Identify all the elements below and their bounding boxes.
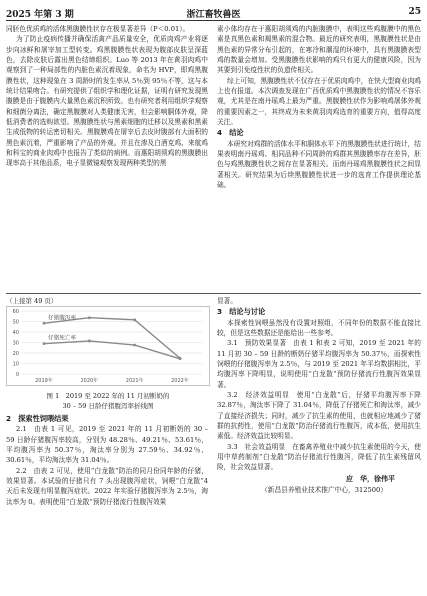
paragraph: 3.3 社会效益明显 在畜禽养殖业中减少抗生素使用的今天，使用中草药制剂“白龙散”防治仔猪流行性腹泻，降低了抗生素残留风险，社会效益显著。 — [217, 442, 421, 472]
journal-title: 浙江畜牧兽医 — [186, 10, 241, 20]
series-label: 仔猪死亡率 — [48, 335, 76, 342]
line-chart — [6, 306, 210, 386]
y-tick-label: 60 — [12, 309, 19, 315]
paragraph: 为了防止疫病传播并确保活禽产品质量安全，优质肉鸡产业将逐步向冰鲜和屠宰加工型转变。鸡黑腹膜性状表现为腹部皮肤呈深蓝色，去除皮肤后露出黑色结缔组织。Luo 等 2013 年在黄羽肉鸡中观察到了一种局部性的内脏色素沉着现象，命名为 HVP，即鸡黑腹膜性状，这种现象在 3 周龄时的发生率从 5％到 95％不等，这与本统计结果吻合。有研究提供了组织学和理化证据，证明有研究发现黑腹膜是由于腹膜内大量黑色素沉积所致。也有研究者利用组织学观察和细菌分离法，确定黑腹膜对人类健康无害，但会影响胴体外观，降低消费者的选购欲望。黑腹膜性状与黑素细胞的迁移以及黑素和黑素生成低物的转运密切相关。黑腹膜鸡在屠宰后去皮时腹部有大面积的黑色素沉着，严重影响了产品的外观。并且在渗及白酒克鸡、来航鸡和科宝的商业肉鸡中也报告了类似的病例。而惠阳胡须鸡的黑腹膜出现率高于其他品系，电子显微镜观察发现两种类型的黑 — [6, 35, 208, 168]
caption-line: 图 1 2019 至 2022 年的 11 月初断奶的 — [46, 392, 170, 400]
data-point — [88, 340, 91, 343]
x-tick-label: 2019年 — [35, 378, 53, 384]
right-column-top — [217, 24, 421, 190]
right-column-bottom — [217, 296, 421, 495]
y-tick-label: 0 — [15, 372, 19, 378]
y-tick-label: 30 — [12, 340, 19, 347]
section-heading: 2 探索性饲喂结果 — [6, 414, 69, 423]
y-tick-label: 40 — [12, 330, 19, 336]
data-point — [133, 344, 136, 347]
section-heading: 3 结论与讨论 — [217, 307, 266, 317]
y-tick-label: 50 — [12, 319, 19, 326]
page-header — [6, 7, 421, 19]
y-tick-label: 20 — [12, 351, 19, 357]
paragraph: 3.2 经济效益明显 使用“白龙散”后，仔猪平均腹泻率下降 32.87％，淘汰率下降了 31.04％，降低了仔猪死亡和淘汰率，减少了直接经济损失；同时，减少了抗生素的使用，也就相应地减少了猪群的抗药性，使用“白龙散”防治仔猪流行性腹泻，成本低，使用抗生素低。经济效益比较明显。 — [217, 390, 421, 441]
issue-label: 2025 年第 3 期 — [6, 10, 74, 20]
figure-caption — [6, 391, 210, 411]
author-line: 应 华，徐伟平 — [346, 474, 395, 483]
paragraph: 3.1 预防效果显著 由表 1 和表 2 可知，2019 至 2021 年的 11 月初 30 – 59 日龄的断奶仔猪平均腹泻率为 50.37％，而探索性饲喂的仔猪腹泻率为 2.5％，与 2019 至 2021 年平均数据相比，平均腹泻率下降明显，说明使用“白龙散”预防仔猪流行性腹泻效果显著。 — [217, 339, 421, 389]
data-point — [43, 342, 46, 345]
caption-line: 30 – 59 日龄仔猪腹泻率折线图 — [62, 402, 154, 410]
section-heading: 4 结论 — [217, 128, 244, 138]
series-line — [44, 341, 180, 359]
data-point — [133, 318, 136, 321]
left-column-bottom — [6, 413, 208, 507]
paragraph: 2.2 由表 2 可见，使用“白龙散”防治的同月份同年龄的仔猪，效果显著。本试验的仔猪只有 7 头出现腹泻症状，饲喂“白龙散”4 天后未发现有明显腹泻症状。2022 年实验仔猪腹泻率为 2.5％，淘汰率为 0。表明使用“白龙散”预防仔猪流行性腹泻效果 — [6, 466, 208, 506]
series-label: 仔猪腹泻率 — [48, 315, 76, 322]
data-point — [88, 316, 91, 319]
x-tick-label: 2022年 — [171, 378, 189, 384]
left-column-top — [6, 24, 208, 169]
paragraph: 综上可知，黑腹膜性状不仅存在于优质肉鸡中，在快大型商业肉鸡上也有报道。本次调查发现在广西优质鸡中黑腹膜性状的情况不容乐观，尤其是在南丹瑶鸡上最为严重。黑腹膜性状作为影响鸡屠体外观的重要因素之一，其终成为未来黄羽肉鸡选育的重要方向，值得高度关注。 — [217, 76, 421, 127]
y-tick-label: 10 — [12, 361, 19, 368]
data-point — [179, 357, 182, 360]
paragraph: 本研究对鸡群的活体水平和胴体水平下的黑腹膜性状进行统计，结果表明南丹瑶鸡、相同品种不同周龄的鸡群其黑腹膜率存在差异，胚色与鸡黑腹膜性状之间存在显著相关。而南丹瑶鸡黑腹膜性状之间显著相关。研究结果为后续黑腹膜性状进一步的选育工作提供理论基础。 — [217, 139, 421, 190]
paragraph: 同胚色优质鸡的活体黑腹膜性状存在极显著差异（P＜0.01）。 — [6, 25, 190, 33]
paragraph: 2.1 由表 1 可见，2019 至 2021 年的 11 月初断奶的 30 – 59 日龄仔猪腹泻率较高，分别为 48.28％、49.21％、53.61％，平均腹泻率为 50.37％，淘汰率分别为 27.59％、34.92％、30.61％，平均淘汰率为 31.04％。 — [6, 425, 208, 465]
affiliation-line: （新昌县养殖业技术推广中心，312500） — [261, 485, 387, 494]
article-separator — [6, 293, 421, 294]
header-rule — [6, 20, 421, 21]
chart-svg — [6, 306, 210, 386]
paragraph: 本探索性饲喂虽然没有设置对照组，不同年份的数据不能直接比较，但是这些数据还是能给出一些参考。 — [217, 318, 421, 337]
continued-from-label: （上接第 49 页） — [6, 297, 58, 305]
data-point — [43, 322, 46, 325]
paragraph: 素小体均存在于惠阳胡须鸡的内脏腹膜中，表明这些鸡腹膜中的黑色素是真黑色素和褐黑素的混合物。最近的研究表明，黑腹膜性状是由黑色素的异常分布引起的，在寒冷和潮湿的环境中，具有黑腹膜表型鸡的数量会增加。受黑腹膜性状影响的鸡只有更大的健康风险，因为其要到引免疫性状的负遗传相关。 — [217, 25, 421, 75]
x-tick-label: 2020年 — [80, 378, 99, 384]
page-number: 25 — [408, 7, 421, 17]
x-tick-label: 2021年 — [125, 378, 144, 384]
paragraph: 显著。 — [217, 297, 238, 305]
